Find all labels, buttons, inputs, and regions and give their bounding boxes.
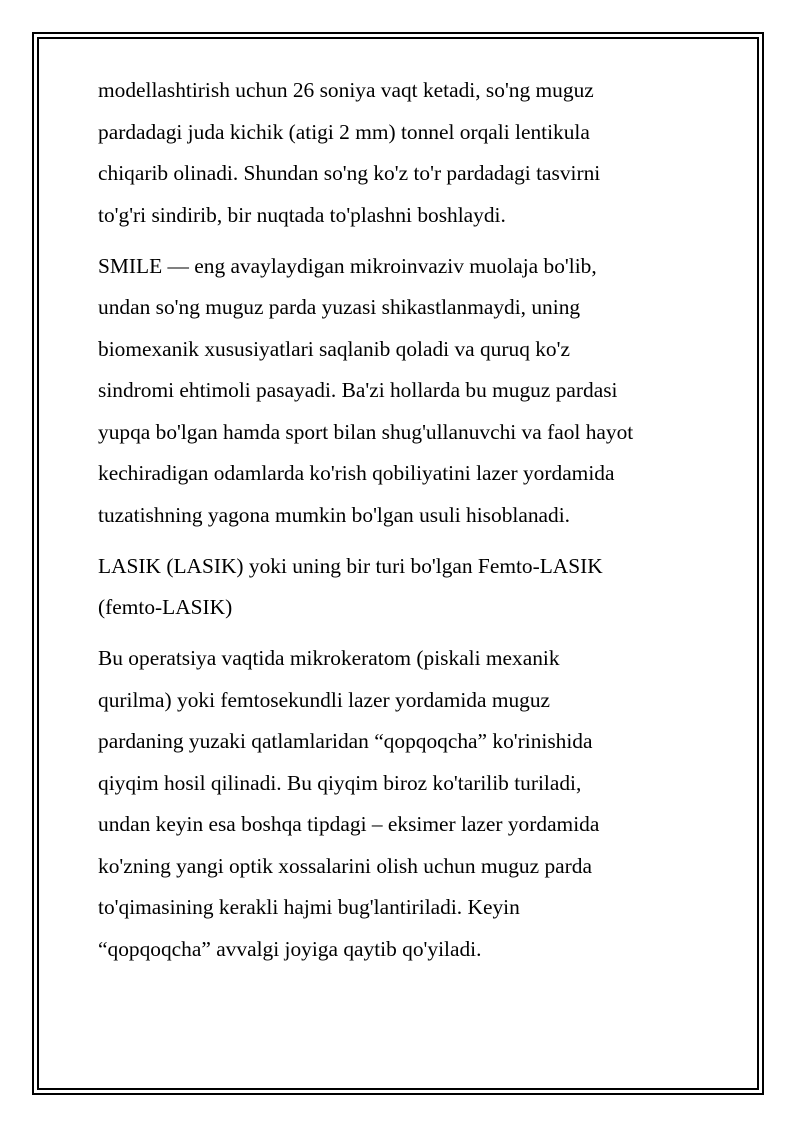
text-line: undan so'ng muguz parda yuzasi shikastlanmaydi, uning: [98, 295, 581, 319]
text-line: yupqa bo'lgan hamda sport bilan shug'ullanuvchi va faol hayot: [98, 419, 634, 444]
text-line: ko'zning yangi optik xossalarini olish uchun muguz parda: [98, 853, 592, 878]
text-line: SMILE — eng avaylaydigan mikroinvaziv muolaja bo'lib,: [98, 253, 597, 278]
text-line: kechiradigan odamlarda ko'rish qobiliyatini lazer yordamida: [98, 461, 615, 485]
text-line: modellashtirish uchun 26 soniya vaqt ketadi, so'ng muguz: [98, 78, 594, 102]
text-line: pardaning yuzaki qatlamlaridan “qopqoqcha” ko'rinishida: [98, 729, 593, 753]
text-line: qiyqim hosil qilinadi. Bu qiyqim biroz ko'tarilib turiladi,: [98, 770, 582, 795]
text-line: biomexanik xususiyatlari saqlanib qoladi va quruq ko'z: [98, 336, 570, 361]
document-body: [98, 70, 698, 980]
text-line: sindromi ehtimoli pasayadi. Ba'zi hollarda bu muguz pardasi: [98, 378, 618, 402]
paragraph-lasik-description: [98, 638, 698, 970]
paragraph-smile-intro: [98, 70, 698, 236]
text-line: qurilma) yoki femtosekundli lazer yordamida muguz: [98, 687, 551, 712]
text-line: to'g'ri sindirib, bir nuqtada to'plashni boshlaydi.: [98, 202, 506, 227]
text-line: Bu operatsiya vaqtida mikrokeratom (piskali mexanik: [98, 646, 560, 670]
text-line: “qopqoqcha” avvalgi joyiga qaytib qo'yiladi.: [98, 936, 482, 961]
text-line: undan keyin esa boshqa tipdagi – eksimer lazer yordamida: [98, 812, 600, 836]
text-line: to'qimasining kerakli hajmi bug'lantiriladi. Keyin: [98, 895, 520, 919]
text-line: chiqarib olinadi. Shundan so'ng ko'z to'r pardadagi tasvirni: [98, 161, 601, 185]
paragraph-lasik-heading: [98, 546, 698, 629]
text-line: tuzatishning yagona mumkin bo'lgan usuli hisoblanadi.: [98, 502, 571, 527]
paragraph-smile-benefits: [98, 246, 698, 537]
text-line: LASIK (LASIK) yoki uning bir turi bo'lgan Femto-LASIK: [98, 553, 603, 578]
text-line: (femto-LASIK): [98, 595, 233, 619]
text-line: pardadagi juda kichik (atigi 2 mm) tonnel orqali lentikula: [98, 119, 590, 144]
